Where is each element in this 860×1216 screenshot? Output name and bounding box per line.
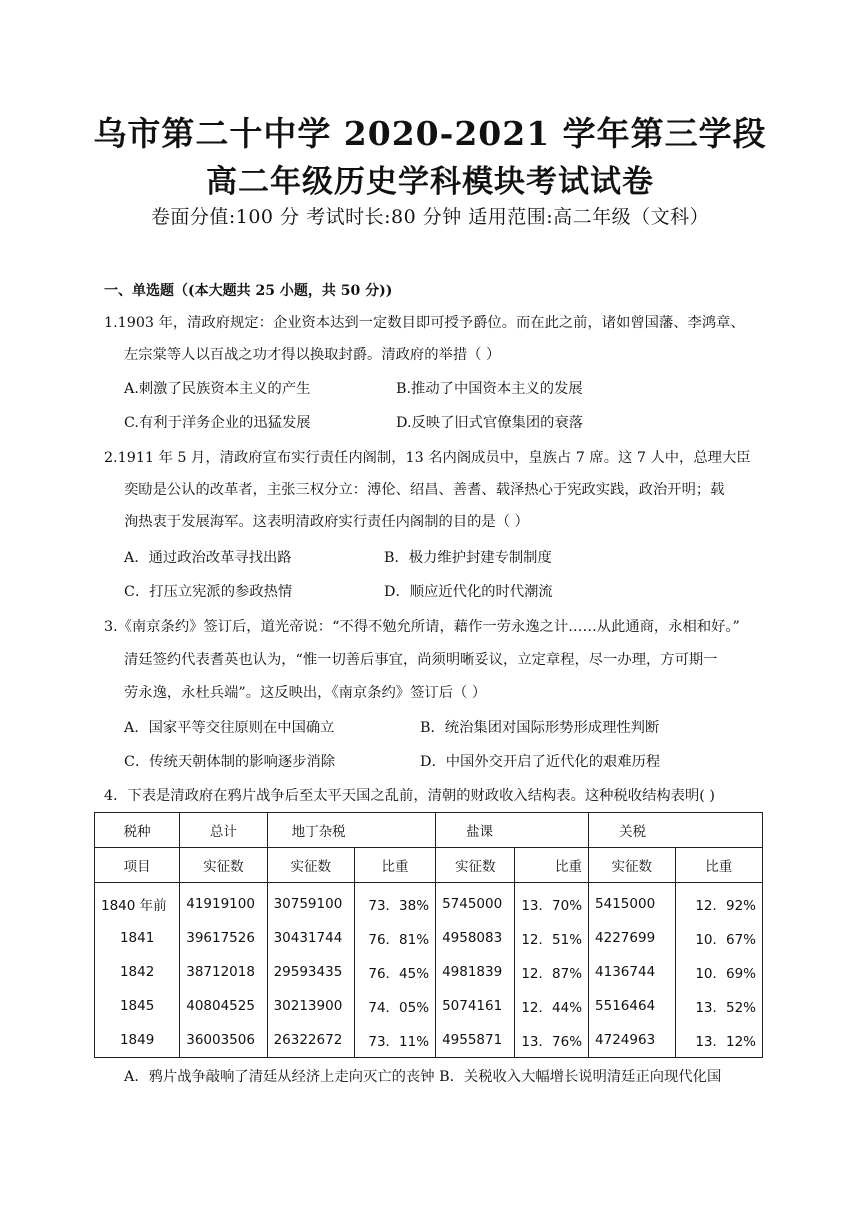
q3-option-b: B．统治集团对国际形势形成理性判断 — [420, 720, 660, 736]
value-cell: 39617526 — [180, 921, 267, 955]
value-cell: 74．05% — [354, 989, 435, 1023]
q1-stem-line2: 左宗棠等人以百战之功才得以换取封爵。清政府的举措（ ） — [124, 347, 501, 363]
value-cell: 4981839 — [436, 955, 515, 989]
header-cell: 比重 — [515, 848, 589, 883]
value-cell: 73．11% — [354, 1023, 435, 1058]
header-cell: 关税 — [589, 813, 763, 848]
value-cell: 36003506 — [180, 1023, 267, 1058]
exam-title-line2: 高二年级历史学科模块考试试卷 — [206, 164, 654, 200]
value-cell: 10．69% — [675, 955, 763, 989]
q2-option-d: D．顺应近代化的时代潮流 — [384, 584, 553, 600]
value-cell: 10．67% — [675, 921, 763, 955]
exam-meta: 卷面分值:100 分 考试时长:80 分钟 适用范围:高二年级（文科） — [150, 206, 710, 228]
value-cell: 30213900 — [267, 989, 354, 1023]
value-cell: 12．92% — [675, 883, 763, 922]
value-cell: 13．52% — [675, 989, 763, 1023]
header-cell: 比重 — [675, 848, 763, 883]
q2-option-b: B．极力维护封建专制制度 — [384, 550, 552, 566]
value-cell: 4955871 — [436, 1023, 515, 1058]
value-cell: 5415000 — [589, 883, 675, 922]
q1-stem-line1: 1.1903 年，清政府规定：企业资本达到一定数目即可授予爵位。而在此之前，诸如曾国藩、李鸿章、 — [104, 315, 745, 331]
section-heading: 一、单选题（(本大题共 25 小题，共 50 分)) — [104, 283, 393, 299]
header-cell: 实征数 — [267, 848, 354, 883]
q3-stem-line1: 3.《南京条约》签订后，道光帝说：“不得不勉允所请，藉作一劳永逸之计……从此通商，永相和好。” — [104, 619, 740, 635]
table-row — [95, 989, 763, 1023]
header-cell: 项目 — [95, 848, 180, 883]
header-cell: 税种 — [95, 813, 180, 848]
header-cell: 盐课 — [436, 813, 589, 848]
q1-option-a: A.刺激了民族资本主义的产生 — [124, 381, 311, 397]
value-cell: 4227699 — [589, 921, 675, 955]
value-cell: 73．38% — [354, 883, 435, 922]
q2-stem-line2: 奕劻是公认的改革者，主张三权分立：溥伦、绍昌、善耆、载泽热心于宪政实践，政治开明；载 — [124, 482, 725, 498]
table-header-row-1 — [95, 813, 763, 848]
value-cell: 12．51% — [515, 921, 589, 955]
value-cell: 5745000 — [436, 883, 515, 922]
q2-stem-line1: 2.1911 年 5 月，清政府宣布实行责任内阁制，13 名内阁成员中，皇族占 7 席。这 7 人中，总理大臣 — [104, 450, 751, 466]
table-row — [95, 955, 763, 989]
value-cell: 76．81% — [354, 921, 435, 955]
header-cell: 总计 — [180, 813, 267, 848]
value-cell: 12．87% — [515, 955, 589, 989]
year-cell: 1841 — [95, 921, 180, 955]
header-cell: 实征数 — [180, 848, 267, 883]
value-cell: 41919100 — [180, 883, 267, 922]
value-cell: 76．45% — [354, 955, 435, 989]
q4-options-line: A．鸦片战争敲响了清廷从经济上走向灭亡的丧钟 B．关税收入大幅增长说明清廷正向现代化国 — [124, 1069, 722, 1085]
value-cell: 13．70% — [515, 883, 589, 922]
q4-stem-line1: 4．下表是清政府在鸦片战争后至太平天国之乱前，清朝的财政收入结构表。这种税收结构表明( ) — [104, 788, 715, 804]
q1-option-b: B.推动了中国资本主义的发展 — [396, 381, 583, 397]
table-header-row-2 — [95, 848, 763, 883]
value-cell: 5516464 — [589, 989, 675, 1023]
value-cell: 13．12% — [675, 1023, 763, 1058]
q2-stem-line3: 洵热衷于发展海军。这表明清政府实行责任内阁制的目的是（ ） — [124, 514, 529, 530]
table-row — [95, 921, 763, 955]
value-cell: 12．44% — [515, 989, 589, 1023]
q3-option-c: C．传统天朝体制的影响逐步消除 — [124, 754, 336, 770]
header-cell: 地丁杂税 — [267, 813, 435, 848]
value-cell: 26322672 — [267, 1023, 354, 1058]
q2-option-c: C．打压立宪派的参政热情 — [124, 584, 293, 600]
q3-option-d: D．中国外交开启了近代化的艰难历程 — [420, 754, 661, 770]
q1-option-c: C.有利于洋务企业的迅猛发展 — [124, 415, 311, 431]
q3-stem-line3: 劳永逸，永杜兵端”。这反映出，《南京条约》签订后（ ） — [124, 685, 487, 701]
value-cell: 38712018 — [180, 955, 267, 989]
value-cell: 30431744 — [267, 921, 354, 955]
tax-revenue-table — [94, 812, 763, 1058]
q3-stem-line2: 清廷签约代表耆英也认为，“惟一切善后事宜，尚须明晰妥议，立定章程，尽一办理，方可期一 — [124, 652, 718, 668]
year-cell: 1845 — [95, 989, 180, 1023]
q2-option-a: A．通过政治改革寻找出路 — [124, 550, 292, 566]
value-cell: 4958083 — [436, 921, 515, 955]
table-row — [95, 1023, 763, 1058]
header-cell: 比重 — [354, 848, 435, 883]
value-cell: 4724963 — [589, 1023, 675, 1058]
year-cell: 1842 — [95, 955, 180, 989]
value-cell: 40804525 — [180, 989, 267, 1023]
year-cell: 1849 — [95, 1023, 180, 1058]
q3-option-a: A．国家平等交往原则在中国确立 — [124, 720, 335, 736]
year-cell: 1840 年前 — [95, 883, 180, 922]
header-cell: 实征数 — [589, 848, 675, 883]
exam-title-line1: 乌市第二十中学 2020-2021 学年第三学段 — [93, 114, 767, 153]
header-cell: 实征数 — [436, 848, 515, 883]
value-cell: 5074161 — [436, 989, 515, 1023]
value-cell: 30759100 — [267, 883, 354, 922]
value-cell: 13．76% — [515, 1023, 589, 1058]
q1-option-d: D.反映了旧式官僚集团的衰落 — [396, 415, 584, 431]
table-row — [95, 883, 763, 922]
value-cell: 29593435 — [267, 955, 354, 989]
value-cell: 4136744 — [589, 955, 675, 989]
